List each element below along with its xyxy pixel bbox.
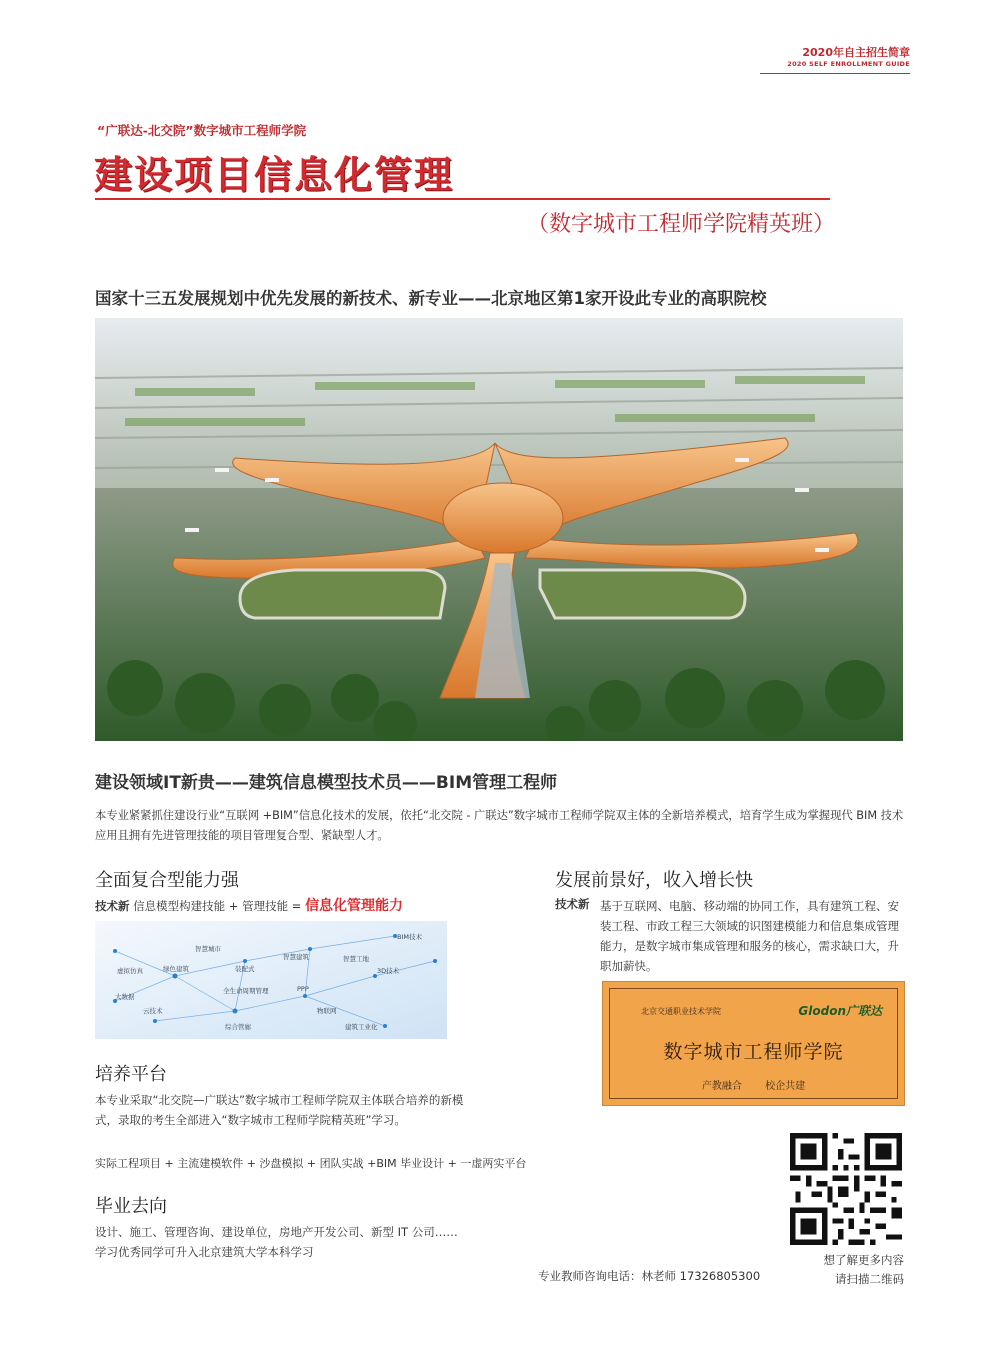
academy-plaque xyxy=(602,981,905,1106)
net-label-integrated: 综合管廊 xyxy=(225,1023,251,1031)
net-label-bim: BIM技术 xyxy=(397,933,422,941)
guide-title-en: 2020 SELF ENROLLMENT GUIDE xyxy=(787,60,910,68)
formula-text: 信息模型构建技能 + 管理技能 = xyxy=(129,899,306,913)
prospect-title: 发展前景好，收入增长快 xyxy=(555,870,753,891)
net-label-lifecycle: 全生命周期管理 xyxy=(223,987,269,995)
net-label-vr: 虚拟仿真 xyxy=(117,967,143,975)
net-label-bigdata: 大数据 xyxy=(115,993,135,1001)
net-label-iot: 物联网 xyxy=(317,1007,337,1015)
net-label-smart-site: 智慧工地 xyxy=(343,955,369,963)
plaque-title: 数字城市工程师学院 xyxy=(663,1041,844,1063)
page-title: 建设项目信息化管理 xyxy=(94,153,455,197)
net-label-industrial: 建筑工业化 xyxy=(345,1023,378,1031)
formula-highlight: 信息化管理能力 xyxy=(305,898,404,914)
qr-code[interactable] xyxy=(790,1133,902,1245)
net-label-3d: 3D技术 xyxy=(377,967,400,975)
net-label-green: 绿色建筑 xyxy=(163,965,189,973)
program-intro: 本专业紧紧抓住建设行业“互联网 +BIM”信息化技术的发展，依托“北交院 - 广联达”数字城市工程师学院双主体的全新培养模式，培育学生成为掌握现代 BIM 技术应用且拥有先进管理技能的项目管理复合型、紧缺型人才。 xyxy=(95,809,904,842)
headline: 国家十三五发展规划中优先发展的新技术、新专业——北京地区第1家开设此专业的高职院校 xyxy=(95,289,767,308)
tech-label: 技术新 xyxy=(95,899,130,913)
plaque-school-name: 北京交通职业技术学院 xyxy=(641,1007,721,1016)
ability-title: 全面复合型能力强 xyxy=(95,870,239,891)
elite-class-label: （数字城市工程师学院精英班） xyxy=(526,212,835,237)
contact-phone: 专业教师咨询电话：林老师 17326805300 xyxy=(538,1269,761,1283)
net-label-smart-city: 智慧城市 xyxy=(195,945,221,953)
title-divider xyxy=(95,198,830,200)
graduation-line-2: 学习优秀同学可升入北京建筑大学本科学习 xyxy=(95,1245,314,1259)
qr-caption-2: 请扫描二维码 xyxy=(835,1272,904,1286)
section-title-bim: 建设领域IT新贵——建筑信息模型技术员——BIM管理工程师 xyxy=(95,773,558,793)
training-components: 实际工程项目 + 主流建模软件 + 沙盘模拟 + 团队实战 +BIM 毕业设计 + 一虚两实平台 xyxy=(95,1157,527,1170)
glodon-logo: Glodon广联达 xyxy=(798,1004,882,1018)
graduation-line-1: 设计、施工、管理咨询、建设单位，房地产开发公司、新型 IT 公司…… xyxy=(95,1225,458,1239)
tech-network-graphic xyxy=(95,921,447,1039)
net-label-cloud: 云技术 xyxy=(143,1007,163,1015)
airport-aerial-image xyxy=(95,318,903,741)
prospect-body: 基于互联网、电脑、移动端的协同工作，具有建筑工程、安装工程、市政工程三大领域的识图建模能力和信息集成管理能力，是数字城市集成管理和服务的核心，需求缺口大，升职加薪快。 xyxy=(600,899,899,973)
net-label-assembly: 装配式 xyxy=(235,965,255,973)
net-label-smart-building: 智慧建筑 xyxy=(283,953,309,961)
graduation-title: 毕业去向 xyxy=(95,1196,167,1217)
graduation-body xyxy=(95,1222,555,1262)
prospect-tech-label: 技术新 xyxy=(555,897,590,911)
college-subtitle: “广联达-北交院”数字城市工程师学院 xyxy=(97,123,307,138)
training-body: 本专业采取“北交院—广联达”数字城市工程师学院双主体联合培养的新模式，录取的考生全部进入“数字城市工程师学院精英班”学习。 xyxy=(95,1093,464,1127)
guide-title-cn: 2020年自主招生简章 xyxy=(802,46,910,59)
guide-rule xyxy=(760,73,910,74)
net-label-ppp: PPP xyxy=(297,985,309,993)
qr-caption-1: 想了解更多内容 xyxy=(823,1253,904,1267)
ability-formula xyxy=(95,895,403,915)
plaque-subtitle: 产教融合 校企共建 xyxy=(701,1081,806,1092)
training-title: 培养平台 xyxy=(95,1064,167,1085)
